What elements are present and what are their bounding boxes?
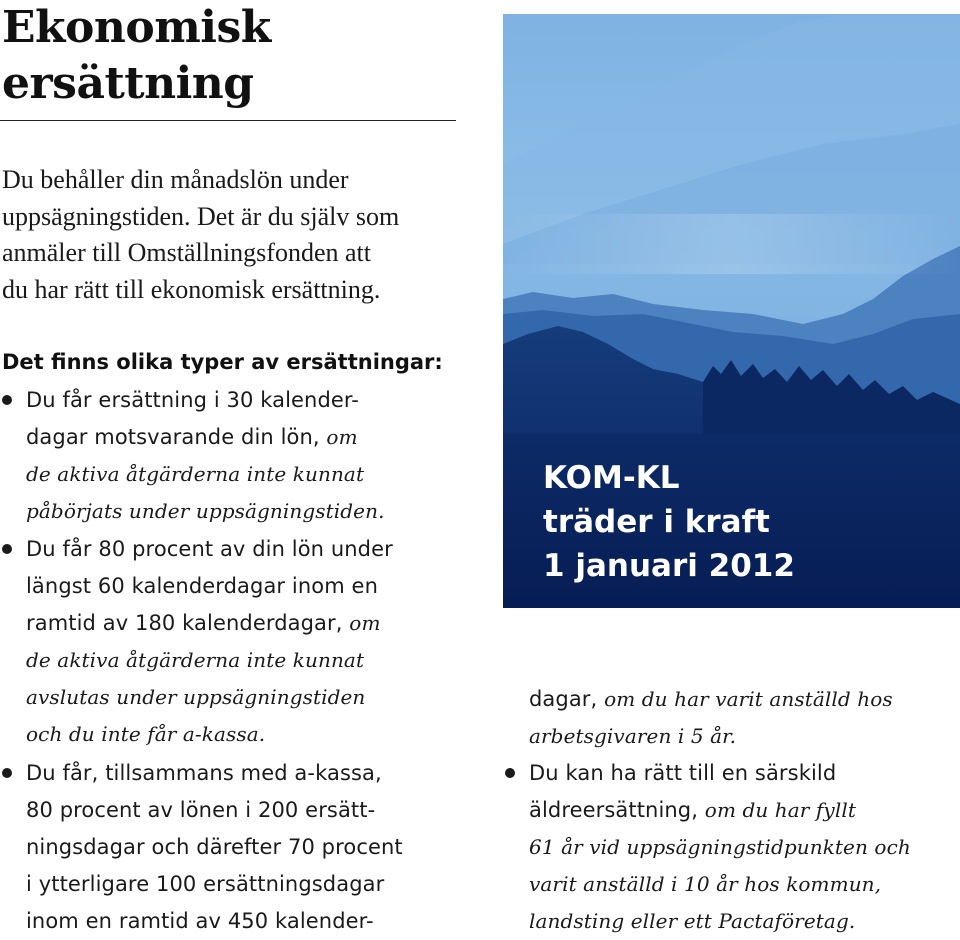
text-run: i ytterligare 100 ersättningsdagar bbox=[26, 872, 385, 896]
text-line bbox=[529, 829, 911, 866]
intro-paragraph bbox=[2, 162, 472, 308]
text-line bbox=[529, 755, 911, 792]
text-line bbox=[529, 792, 911, 829]
bullet-dot-icon bbox=[2, 544, 12, 554]
intro-line: anmäler till Omställningsfonden att bbox=[2, 238, 371, 267]
bullet-text bbox=[529, 755, 911, 940]
bullet-dot-icon bbox=[2, 395, 12, 405]
text-line bbox=[26, 829, 403, 866]
text-line bbox=[529, 681, 893, 718]
bullet-dot-icon bbox=[2, 768, 12, 778]
text-run: ramtid av 180 kalenderdagar, bbox=[26, 611, 350, 635]
caption-line: KOM-KL bbox=[543, 460, 680, 496]
italic-run: landsting eller ett Pactaföretag. bbox=[529, 909, 856, 933]
intro-line: Du behåller din månadslön under bbox=[2, 165, 349, 194]
text-run: äldreersättning, bbox=[529, 798, 705, 822]
text-line bbox=[26, 605, 393, 642]
text-line bbox=[26, 679, 393, 716]
caption-line: träder i kraft bbox=[543, 504, 770, 540]
text-run: dagar motsvarande din lön, bbox=[26, 425, 327, 449]
italic-run: om du har varit anställd hos bbox=[604, 687, 893, 711]
text-run: 80 procent av lönen i 200 ersätt- bbox=[26, 798, 376, 822]
italic-run: varit anställd i 10 år hos kommun, bbox=[529, 872, 882, 896]
text-line bbox=[26, 419, 385, 456]
text-line bbox=[26, 642, 393, 679]
text-line bbox=[26, 866, 403, 903]
text-line bbox=[529, 718, 893, 755]
text-line bbox=[26, 903, 403, 940]
text-line bbox=[26, 531, 393, 568]
page-title bbox=[2, 0, 271, 112]
title-line-2: ersättning bbox=[2, 58, 254, 109]
title-divider bbox=[0, 120, 456, 121]
text-run: längst 60 kalenderdagar inom en bbox=[26, 574, 378, 598]
italic-run: om bbox=[326, 425, 358, 449]
bullet-text-continued bbox=[529, 681, 893, 755]
photo-caption bbox=[543, 456, 795, 588]
bullet-text bbox=[26, 382, 385, 530]
text-line bbox=[26, 792, 403, 829]
text-line bbox=[26, 568, 393, 605]
text-run: Du får 80 procent av din lön under bbox=[26, 537, 393, 561]
italic-run: och du inte får a-kassa. bbox=[26, 722, 266, 746]
italic-run: påbörjats under uppsägningstiden. bbox=[26, 499, 385, 523]
italic-run: avslutas under uppsägningstiden bbox=[26, 685, 366, 709]
text-line bbox=[529, 866, 911, 903]
caption-line: 1 januari 2012 bbox=[543, 548, 795, 584]
text-line bbox=[529, 903, 911, 940]
text-run: inom en ramtid av 450 kalender- bbox=[26, 909, 374, 933]
italic-run: 61 år vid uppsägningstidpunkten och bbox=[529, 835, 911, 859]
italic-run: de aktiva åtgärderna inte kunnat bbox=[26, 648, 365, 672]
text-line bbox=[26, 456, 385, 493]
title-line-1: Ekonomisk bbox=[2, 2, 271, 53]
bullet-dot-icon bbox=[505, 768, 515, 778]
text-line bbox=[26, 716, 393, 753]
italic-run: arbetsgivaren i 5 år. bbox=[529, 724, 737, 748]
intro-line: uppsägningstiden. Det är du själv som bbox=[2, 201, 400, 231]
text-run: ningsdagar och därefter 70 procent bbox=[26, 835, 403, 859]
text-line bbox=[26, 493, 385, 530]
bullet-text bbox=[26, 755, 403, 940]
text-run: dagar, bbox=[529, 687, 605, 711]
bullet-text bbox=[26, 531, 393, 753]
text-run: Du får ersättning i 30 kalender- bbox=[26, 388, 359, 412]
italic-run: de aktiva åtgärderna inte kunnat bbox=[26, 462, 365, 486]
italic-run: om du har fyllt bbox=[704, 798, 856, 822]
text-line bbox=[26, 382, 385, 419]
section-subheading: Det finns olika typer av ersättningar: bbox=[2, 350, 443, 374]
mountain-photo bbox=[503, 14, 960, 608]
italic-run: om bbox=[349, 611, 381, 635]
intro-line: du har rätt till ekonomisk ersättning. bbox=[2, 274, 381, 304]
text-run: Du får, tillsammans med a-kassa, bbox=[26, 761, 382, 785]
text-run: Du kan ha rätt till en särskild bbox=[529, 761, 837, 785]
text-line bbox=[26, 755, 403, 792]
